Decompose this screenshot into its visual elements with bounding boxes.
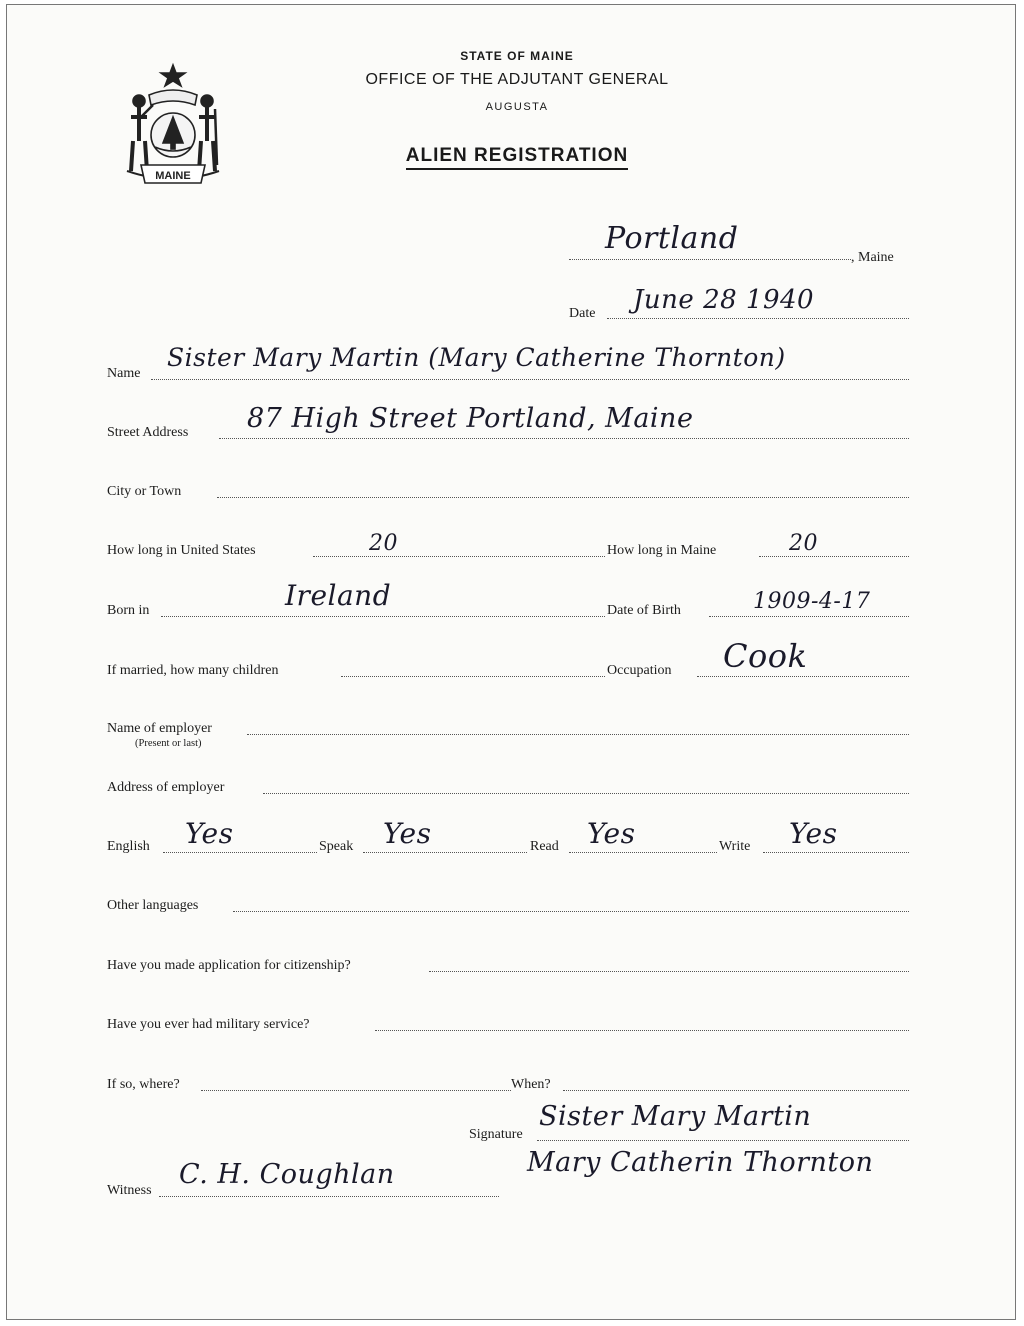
name-label: Name — [107, 366, 141, 381]
state-heading: STATE OF MAINE — [460, 49, 574, 63]
street-address-line — [219, 438, 909, 439]
us-duration-label: How long in United States — [107, 543, 256, 558]
employer-label: Name of employer — [107, 721, 212, 736]
occupation-value[interactable]: Cook — [723, 637, 808, 675]
maine-duration-line — [759, 556, 909, 557]
date-of-birth-line — [709, 616, 909, 617]
witness-value[interactable]: C. H. Coughlan — [179, 1159, 395, 1190]
form-title-text: ALIEN REGISTRATION — [406, 145, 628, 170]
english-value[interactable]: Yes — [185, 817, 234, 850]
place-line — [569, 259, 851, 260]
born-in-line — [161, 616, 605, 617]
us-duration-value[interactable]: 20 — [369, 531, 398, 556]
form-title — [307, 145, 727, 167]
street-address-value[interactable]: 87 High Street Portland, Maine — [247, 403, 694, 434]
born-in-value[interactable]: Ireland — [285, 579, 392, 612]
date-of-birth-label: Date of Birth — [607, 603, 681, 618]
date-label: Date — [569, 306, 596, 321]
when-label: When? — [511, 1077, 551, 1092]
registration-form — [6, 4, 1016, 1320]
occupation-label: Occupation — [607, 663, 672, 678]
employer-address-line — [263, 793, 909, 794]
us-duration-line — [313, 556, 605, 557]
write-value[interactable]: Yes — [789, 817, 838, 850]
children-label: If married, how many children — [107, 663, 279, 678]
city-line — [217, 497, 909, 498]
seal-banner-text: MAINE — [155, 170, 191, 182]
signature-line-1[interactable]: Sister Mary Martin — [539, 1101, 812, 1132]
place-suffix: , Maine — [851, 250, 894, 265]
date-value[interactable]: June 28 1940 — [633, 285, 815, 315]
employer-line — [247, 734, 909, 735]
citizenship-label: Have you made application for citizenship? — [107, 958, 351, 973]
military-label: Have you ever had military service? — [107, 1017, 310, 1032]
witness-line — [159, 1196, 499, 1197]
citizenship-line — [429, 971, 909, 972]
read-value[interactable]: Yes — [587, 817, 636, 850]
date-of-birth-value[interactable]: 1909-4-17 — [753, 589, 871, 614]
city-label: City or Town — [107, 484, 182, 499]
name-line — [151, 379, 909, 380]
street-address-label: Street Address — [107, 425, 189, 440]
speak-value[interactable]: Yes — [383, 817, 432, 850]
speak-line — [363, 852, 527, 853]
other-languages-line — [233, 911, 909, 912]
employer-sublabel: (Present or last) — [135, 738, 202, 749]
other-languages-label: Other languages — [107, 898, 199, 913]
name-value[interactable]: Sister Mary Martin (Mary Catherine Thornton) — [167, 343, 786, 372]
office-heading: OFFICE OF THE ADJUTANT GENERAL — [365, 71, 669, 88]
occupation-line — [697, 676, 909, 677]
write-line — [763, 852, 909, 853]
signature-line-2[interactable]: Mary Catherin Thornton — [527, 1147, 874, 1178]
signature-label: Signature — [469, 1127, 523, 1142]
english-line — [163, 852, 317, 853]
where-label: If so, where? — [107, 1077, 180, 1092]
born-in-label: Born in — [107, 603, 150, 618]
maine-duration-label: How long in Maine — [607, 543, 717, 558]
english-label: English — [107, 839, 150, 854]
signature-line — [537, 1140, 909, 1141]
speak-label: Speak — [319, 839, 354, 854]
where-line — [201, 1090, 511, 1091]
maine-state-seal-icon — [119, 61, 227, 189]
place-value[interactable]: Portland — [605, 221, 739, 256]
read-line — [569, 852, 717, 853]
witness-label: Witness — [107, 1183, 152, 1198]
write-label: Write — [719, 839, 751, 854]
read-label: Read — [530, 839, 559, 854]
military-line — [375, 1030, 909, 1031]
city-heading: AUGUSTA — [485, 101, 549, 113]
employer-address-label: Address of employer — [107, 780, 225, 795]
date-line — [607, 318, 909, 319]
maine-duration-value[interactable]: 20 — [789, 531, 818, 556]
when-line — [563, 1090, 909, 1091]
children-line — [341, 676, 605, 677]
